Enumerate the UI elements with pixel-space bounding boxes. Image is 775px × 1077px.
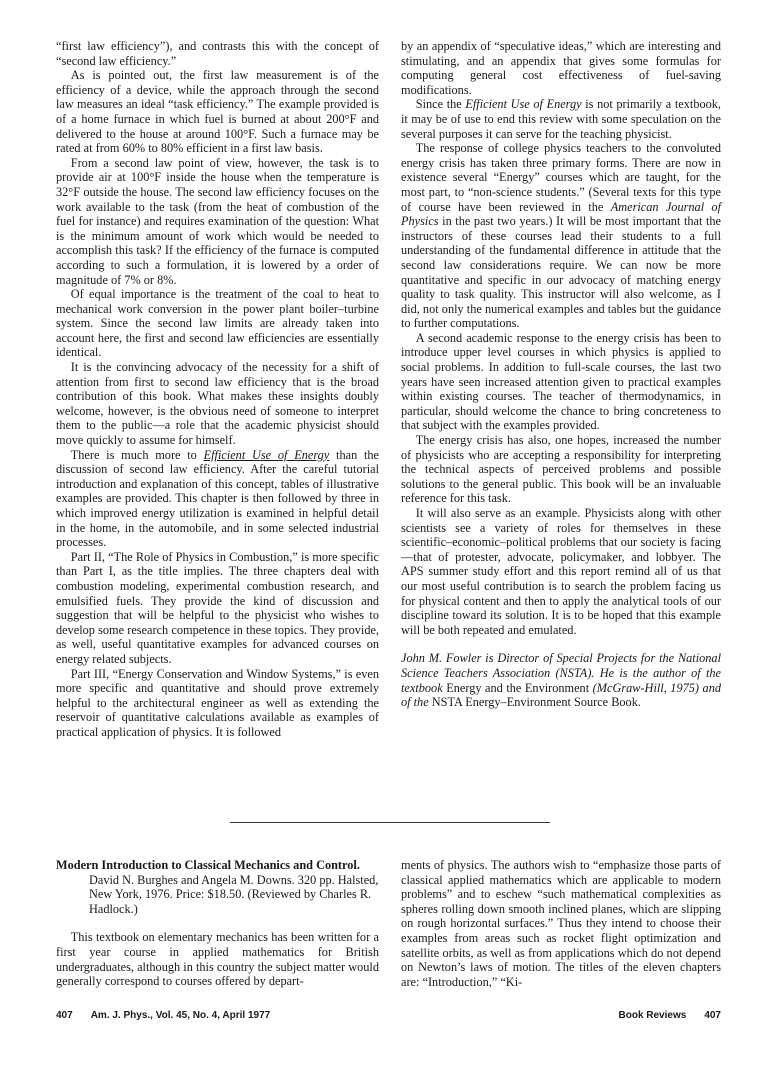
journal-citation: Am. J. Phys., Vol. 45, No. 4, April 1977 xyxy=(90,1010,271,1021)
text-run: (McGraw-Hill, 1975) and of the xyxy=(401,680,721,710)
review-right-column xyxy=(401,858,721,989)
paragraph: ments of physics. The authors wish to “emphasize those parts of classical applied mathematics which are applicable to modern problems” and to eschew “such mathematical complexities as spheres rolling down smooth inclined planes, which are slipping on rough horizontal surfaces.” Thus they intend to choose their examples from areas such as rocket flight optimization and satellite orbits, as well as from applications which do not depend on Newton’s laws of motion. The titles of the eleven chapters are: “Introduction,” “Ki- xyxy=(401,858,721,989)
paragraph xyxy=(401,141,721,331)
section-divider xyxy=(230,822,550,823)
paragraph: The energy crisis has also, one hopes, increased the number of physicists who are accepting a responsibility for interpreting the technical aspects of perceived problems and possible solutions to the general public. This book will be an invaluable reference for this task. xyxy=(401,433,721,506)
journal-title: American Journal of Physics xyxy=(401,199,721,229)
book-title: Efficient Use of Energy xyxy=(465,97,582,112)
paragraph: Part III, “Energy Conservation and Window Systems,” is even more specific and quantitative and should prove extremely helpful to the architectural engineer as well as extending the reservoir of quantitative calculations available as examples of practical application of physics. It is followed xyxy=(56,666,379,739)
paragraph: “first law efficiency”), and contrasts this with the concept of “second law efficiency.” xyxy=(56,39,379,68)
text-run: The response of college physics teachers to the convoluted energy crisis has taken three primary forms. There are now in existence several “Energy” courses which are taught, for the most part, to “non-science students.” (Several texts for this type of course have been reviewed in the xyxy=(401,141,721,214)
footer-left xyxy=(56,1010,270,1021)
review-header xyxy=(56,858,379,916)
paragraph: From a second law point of view, however, the task is to provide air at 100°F inside the house when the temperature is 32°F outside the house. The second law efficiency focuses on the work available to the task (from the heat of combustion of the fuel for instance) and requires examination of the question: What is the minimum amount of work which would be needed to accomplish this task? If the efficiency of the furnace is computed according to such a formulation, it is lowered by a order of magnitude of 7% or 8%. xyxy=(56,155,379,287)
paragraph: This textbook on elementary mechanics has been written for a first year course in applied mathematics for British undergraduates, although in this country the subject matter would generally correspond to courses offered by depart- xyxy=(56,930,379,989)
page-number: 407 xyxy=(56,1010,73,1021)
review-details: David N. Burghes and Angela M. Downs. 320 pp. Halsted, New York, 1976. Price: $18.50. (Reviewed by Charles R. Hadlock.) xyxy=(89,872,379,916)
paragraph: It is the convincing advocacy of the necessity for a shift of attention from first to second law efficiency that is the broad contribution of this book. What makes these insights doubly welcome, however, is the obvious need of someone to interpret them to the public—a role that the academic physicist should move quickly to assume for himself. xyxy=(56,360,379,448)
text-run: in the past two years.) It will be most important that the instructors of these courses lead their students to a full understanding of the fundamental difference in attitude that the second law considerations require. We can now be more quantitative and specific in our advocacy of matching energy quality to task quality. This instructor will also welcome, as I did, not only the numerical examples and tables but the guidance to further computations. xyxy=(401,214,721,331)
review-left-column xyxy=(56,858,379,989)
paragraph xyxy=(401,97,721,141)
text-run: Since the xyxy=(415,97,466,112)
left-column xyxy=(56,39,379,740)
page-footer xyxy=(56,1010,721,1026)
text-run: John M. Fowler is Director of Special Projects for the National Science Teachers Association (NSTA). He is the author of the textbook xyxy=(401,651,721,695)
review-title: Modern Introduction to Classical Mechanics and Control. xyxy=(56,858,360,872)
paragraph: by an appendix of “speculative ideas,” which are interesting and stimulating, and an appendix that gives some formulas for computing general cost effectiveness of fuel-saving modifications. xyxy=(401,39,721,97)
footer-right xyxy=(619,1010,722,1021)
book-title: Energy and the Environment xyxy=(446,680,590,695)
paragraph: It will also serve as an example. Physicists along with other scientists see a variety of roles for themselves in these scientific–economic–political problems that our society is facing—that of protester, advocate, policymaker, and lobbyer. The APS summer study effort and this report remind all of us that our most useful contribution is to search the problem facing us for physical content and then to apply the analytical tools of our discipline toward its solution. It is to be hoped that this example will be both repeated and emulated. xyxy=(401,506,721,637)
page-number: 407 xyxy=(704,1010,721,1021)
text-run: There is much more to xyxy=(70,447,204,462)
paragraph: Part II, “The Role of Physics in Combustion,” is more specific than Part I, as the title implies. The three chapters deal with combustion modeling, experimental combustion research, and emulsified fuels. They provide the kind of discussion and suggestion that will be helpful to the physicist who wishes to develop some research competence in these topics. They provide, as well, useful quantitative examples for advanced courses on energy related subjects. xyxy=(56,549,379,666)
book-title: NSTA Energy–Environment Source Book. xyxy=(431,695,641,710)
paragraph: As is pointed out, the first law measurement is of the efficiency of a device, while the approach through the second law measures an ideal “task efficiency.” The example provided is of a home furnace in which fuel is burned at about 200°F and delivered to the house at around 100°F. Such a furnace may be rated at from 60% to 80% efficient in a first law basis. xyxy=(56,68,379,156)
text-run: than the discussion of second law efficiency. After the careful tutorial introduction and explanation of this concept, tables of illustrative examples are provided. This chapter is then followed by three in which improved energy utilization is examined in helpful detail in the home, in the automobile, and in some selected industrial processes. xyxy=(56,447,379,550)
author-bio xyxy=(401,651,721,709)
section-name: Book Reviews xyxy=(618,1010,687,1021)
paragraph: Of equal importance is the treatment of the coal to heat to mechanical work conversion in the power plant boiler–turbine system. Since the second law limits are already taken into account here, the first and second law efficiencies are essentially identical. xyxy=(56,287,379,360)
paragraph xyxy=(56,448,379,550)
paragraph: A second academic response to the energy crisis has been to introduce upper level courses in which physics is applied to social problems. In addition to full-scale courses, the last two years have seen increased attention given to practical examples within existing courses. The teacher of thermodynamics, in particular, should welcome the chance to bring concreteness to that subject with the examples provided. xyxy=(401,330,721,433)
book-title: Efficient Use of Energy xyxy=(203,447,330,462)
right-column xyxy=(401,39,721,710)
text-run: is not primarily a textbook, it may be of use to end this review with some speculation on the several purposes it can serve for the teaching physicist. xyxy=(401,97,721,141)
